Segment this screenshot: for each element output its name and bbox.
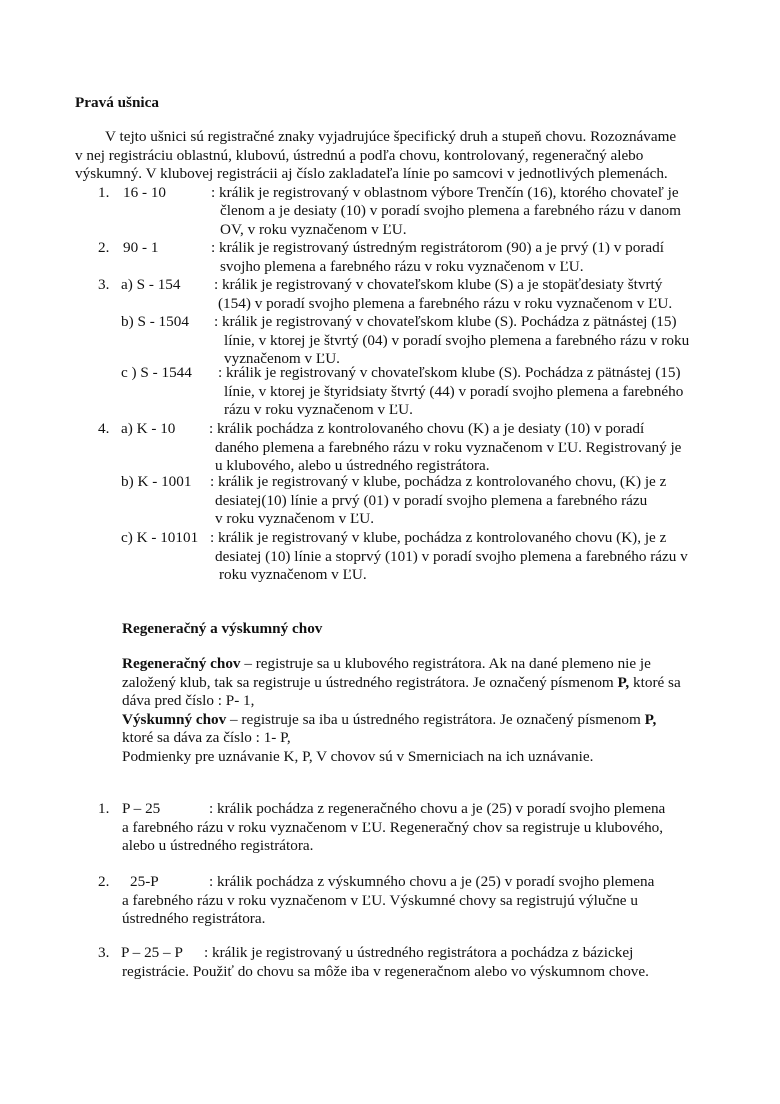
item-text-line: : králik je registrovaný v chovateľskom klube (S) a je stopäťdesiaty štvrtý	[214, 276, 663, 293]
registration-item-2	[0, 239, 780, 276]
registration-item-4b	[0, 473, 780, 529]
section-title-prava-usnica: Pravá ušnica	[75, 94, 159, 111]
item-text-line: OV, v roku vyznačenom v ĽU.	[220, 220, 407, 238]
item-text-line: : králik pochádza z regeneračného chovu a je (25) v poradí svojho plemena	[209, 800, 666, 817]
intro-line-1: V tejto ušnici sú registračné znaky vyjadrujúce špecifický druh a stupeň chovu. Rozoznávame	[105, 128, 677, 145]
item-text-line: a farebného rázu v roku vyznačenom v ĽU. Regeneračný chov sa registruje u klubového,	[122, 818, 664, 836]
item-code: a) S - 154	[121, 276, 181, 293]
registration-item-4c	[0, 529, 780, 585]
item-code: 16 - 10	[123, 183, 167, 201]
section-title-regeneracny: Regeneračný a výskumný chov	[122, 620, 323, 637]
item-text-line: a farebného rázu v roku vyznačenom v ĽU. Výskumné chovy sa registrujú výlučne u	[122, 891, 638, 909]
item-code: P – 25 – P	[121, 944, 183, 961]
item-number: 3.	[98, 944, 110, 961]
research-text: – registruje sa iba u ústredného registrátora. Je označený písmenom	[226, 710, 645, 728]
item-code: a) K - 10	[121, 420, 176, 437]
registration-item-3c	[0, 364, 780, 420]
item-text-line: desiatej(10) línie a prvý (01) v poradí svojho plemena a farebného rázu	[215, 491, 648, 509]
regen-paragraph-line-3: dáva pred číslo : P- 1,	[122, 692, 255, 709]
breeding-item-2	[0, 873, 780, 929]
research-letter: P,	[644, 710, 657, 728]
research-term: Výskumný chov	[122, 710, 227, 728]
item-text-line: : králik je registrovaný v oblastnom výbore Trenčín (16), ktorého chovateľ je	[211, 183, 679, 201]
item-text-line: desiatej (10) línie a stoprvý (101) v poradí svojho plemena a farebného rázu v	[215, 547, 688, 565]
item-text-line: : králik je registrovaný v klube, pochádza z kontrolovaného chovu (K), je z	[210, 529, 667, 546]
item-number: 3.	[98, 276, 110, 293]
item-number: 4.	[98, 420, 110, 437]
intro-line-3: výskumný. V klubovej registrácii aj číslo zakladateľa línie po samcovi v jednotlivých plemenách.	[75, 165, 668, 182]
registration-item-1	[0, 184, 780, 240]
item-text-line: svojho plemena a farebného rázu v roku vyznačenom v ĽU.	[220, 257, 584, 275]
registration-item-3a	[0, 276, 780, 313]
item-text-line: daného plemena a farebného rázu v roku vyznačenom v ĽU. Registrovaný je	[215, 438, 682, 456]
item-number: 1.	[98, 183, 110, 201]
item-text-line: alebo u ústredného registrátora.	[122, 837, 314, 854]
item-code: 25-P	[130, 873, 159, 890]
item-text-line: : králik pochádza z výskumného chovu a je (25) v poradí svojho plemena	[209, 873, 655, 890]
regen-paragraph-line-1	[122, 655, 651, 674]
item-code: c) K - 10101	[121, 529, 199, 546]
regen-term: Regeneračný chov	[122, 655, 241, 672]
item-number: 2.	[98, 239, 110, 256]
item-code: P – 25	[122, 800, 161, 817]
registration-item-4a	[0, 420, 780, 476]
item-text-line: ústredného registrátora.	[122, 910, 266, 927]
item-text-line: (154) v poradí svojho plemena a farebného rázu v roku vyznačenom v ĽU.	[218, 294, 673, 312]
item-code: c ) S - 1544	[121, 364, 192, 381]
research-paragraph-line-1	[122, 711, 656, 730]
item-text-line: členom a je desiaty (10) v poradí svojho plemena a farebného rázu v danom	[220, 202, 681, 219]
regen-text: ktoré sa	[629, 673, 681, 691]
breeding-item-3	[0, 944, 780, 981]
item-code: b) K - 1001	[121, 473, 192, 490]
item-text-line: : králik je registrovaný ústredným registrátorom (90) a je prvý (1) v poradí	[211, 239, 664, 256]
item-text-line: : králik pochádza z kontrolovaného chovu (K) a je desiaty (10) v poradí	[209, 420, 645, 437]
item-number: 2.	[98, 873, 110, 890]
item-text-line: registrácie. Použiť do chovu sa môže iba v regeneračnom alebo vo výskumnom chove.	[122, 962, 649, 980]
conditions-line: Podmienky pre uznávanie K, P, V chovov sú v Smerniciach na ich uznávanie.	[122, 747, 594, 765]
item-number: 1.	[98, 800, 110, 817]
regen-letter: P,	[617, 673, 630, 691]
item-text-line: v roku vyznačenom v ĽU.	[215, 510, 375, 527]
regen-text: založený klub, tak sa registruje u ústredného registrátora. Je označený písmenom	[122, 673, 618, 691]
regen-paragraph-line-2	[122, 674, 681, 693]
item-code: 90 - 1	[123, 239, 159, 256]
item-text-line: : králik je registrovaný v chovateľskom klube (S). Pochádza z pätnástej (15)	[214, 313, 677, 330]
item-text-line: línie, v ktorej je štyridsiaty štvrtý (44) v poradí svojho plemena a farebného	[224, 382, 684, 400]
breeding-item-1	[0, 800, 780, 856]
item-code: b) S - 1504	[121, 313, 189, 330]
regen-text: – registruje sa u klubového registrátora. Ak na dané plemeno nie je	[240, 655, 651, 672]
item-text-line: : králik je registrovaný v klube, pochádza z kontrolovaného chovu, (K) je z	[210, 473, 667, 490]
item-text-line: u klubového, alebo u ústredného registrátora.	[215, 457, 490, 474]
item-text-line: rázu v roku vyznačenom v ĽU.	[224, 401, 413, 418]
item-text-line: roku vyznačenom v ĽU.	[219, 566, 367, 583]
intro-line-2: v nej registráciu oblastnú, klubovú, ústrednú a podľa chovu, kontrolovaný, regeneračný alebo	[75, 146, 644, 164]
item-text-line: vyznačenom v ĽU.	[224, 350, 340, 367]
item-text-line: : králik je registrovaný v chovateľskom klube (S). Pochádza z pätnástej (15)	[218, 364, 681, 381]
registration-item-3b	[0, 313, 780, 369]
item-text-line: línie, v ktorej je štvrtý (04) v poradí svojho plemena a farebného rázu v roku	[224, 331, 690, 349]
item-text-line: : králik je registrovaný u ústredného registrátora a pochádza z bázickej	[204, 944, 634, 961]
research-paragraph-line-2: ktoré sa dáva za číslo : 1- P,	[122, 729, 291, 746]
